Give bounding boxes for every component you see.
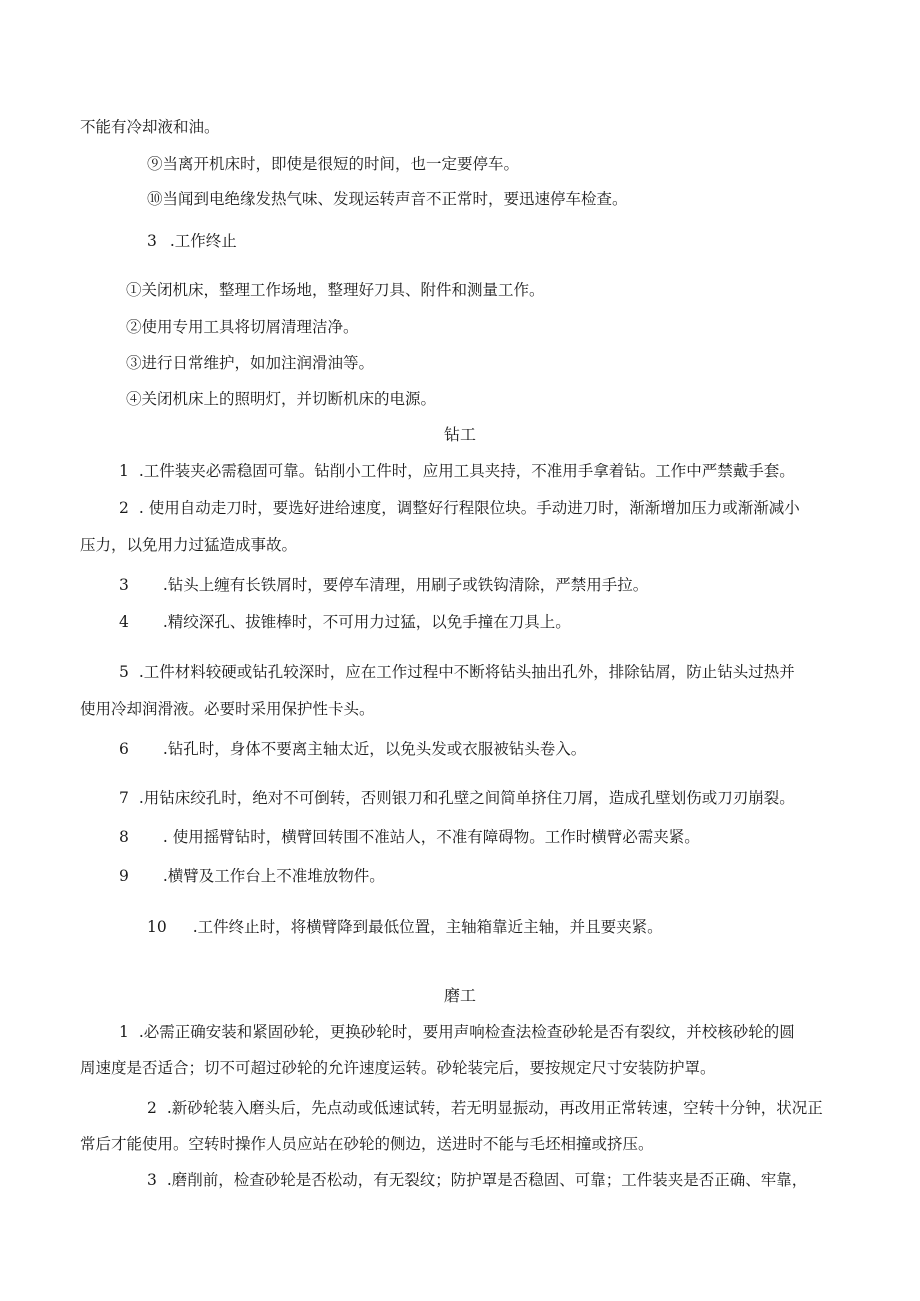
rule-text: .横臂及工作台上不准堆放物件。 (162, 867, 385, 885)
section-number: 3 (147, 232, 157, 250)
rule-item (119, 611, 571, 633)
rule-text: .钻孔时，身体不要离主轴太近，以免头发或衣服被钻头卷入。 (162, 740, 587, 758)
rule-text: .精绞深孔、拔锥棒时，不可用力过猛，以免手撞在刀具上。 (162, 613, 571, 631)
rule-number: 10 (147, 918, 167, 936)
rule-text: .工件装夹必需稳固可靠。钻削小工件时，应用工具夹持，不准用手拿着钻。工作中严禁戴手套。 (138, 462, 795, 480)
rule-text-continuation: 常后才能使用。空转时操作人员应站在砂轮的侧边，送进时不能与毛坯相撞或挤压。 (80, 1135, 654, 1153)
rule-item (147, 916, 663, 938)
rule-text: .工件材料较硬或钻孔较深时，应在工作过程中不断将钻头抽出孔外，排除钻屑，防止钻头过热并 (138, 663, 795, 681)
rule-number: 1 (119, 1023, 129, 1041)
list-item-10: ⑩当闻到电绝缘发热气味、发现运转声音不正常时，要迅速停车检查。 (147, 190, 628, 208)
rule-text: .用钻床绞孔时，绝对不可倒转，否则银刀和孔壁之间简单挤住刀屑，造成孔壁划伤或刀刃崩裂。 (138, 789, 795, 807)
rule-text: .磨削前，检查砂轮是否松动，有无裂纹；防护罩是否稳固、可靠；工件装夹是否正确、牢靠， (166, 1171, 808, 1189)
rule-text: . 使用自动走刀时，要选好进给速度，调整好行程限位块。手动进刀时，渐渐增加压力或渐渐减小 (138, 499, 800, 517)
rule-item (119, 787, 795, 809)
rule-number: 2 (119, 499, 129, 517)
rule-item (119, 661, 795, 683)
rule-item (119, 574, 648, 596)
rule-number: 1 (119, 462, 129, 480)
rule-text-continuation: 周速度是否适合；切不可超过砂轮的允许速度运转。砂轮装完后，要按规定尺寸安装防护罩。 (80, 1059, 716, 1077)
list-item: ①关闭机床，整理工作场地，整理好刀具、附件和测量工作。 (126, 281, 545, 299)
section-3-heading (147, 230, 237, 252)
section-title: .工作终止 (169, 232, 237, 250)
rule-number: 2 (147, 1099, 157, 1117)
rule-item (147, 1097, 823, 1119)
list-item-9: ⑨当离开机床时，即使是很短的时间，也一定要停车。 (147, 155, 520, 173)
rule-number: 9 (119, 867, 129, 885)
rule-number: 7 (119, 789, 129, 807)
rule-number: 8 (119, 828, 129, 846)
rule-number: 6 (119, 740, 129, 758)
rule-item (119, 460, 795, 482)
rule-number: 3 (147, 1171, 157, 1189)
rule-text: .新砂轮装入磨头后，先点动或低速试转，若无明显振动，再改用正常转速，空转十分钟，状况正 (166, 1099, 823, 1117)
rule-item (119, 497, 800, 519)
rule-text-continuation: 使用冷却润滑液。必要时采用保护性卡头。 (80, 700, 375, 718)
rule-number: 4 (119, 613, 129, 631)
rule-text: . 使用摇臂钻时，横臂回转围不准站人，不准有障碍物。工作时横臂必需夹紧。 (162, 828, 700, 846)
rule-number: 3 (119, 576, 129, 594)
rule-text: .工件终止时，将横臂降到最低位置，主轴箱靠近主轴，并且要夹紧。 (192, 918, 663, 936)
rule-item (147, 1169, 807, 1191)
rule-item (119, 826, 700, 848)
section-heading-grind: 磨工 (443, 986, 476, 1005)
section-heading-drill: 钻工 (443, 425, 476, 444)
paragraph-continuation: 不能有冷却液和油。 (80, 118, 220, 136)
rule-text: .钻头上缠有长铁屑时，要停车清理，用刷子或铁钩清除，严禁用手拉。 (162, 576, 649, 594)
rule-item (119, 865, 385, 887)
rule-item (119, 1021, 795, 1043)
rule-text-continuation: 压力，以免用力过猛造成事故。 (80, 536, 298, 554)
rule-number: 5 (119, 663, 129, 681)
list-item: ③进行日常维护，如加注润滑油等。 (126, 354, 375, 372)
list-item: ④关闭机床上的照明灯，并切断机床的电源。 (126, 390, 437, 408)
rule-item (119, 738, 586, 760)
list-item: ②使用专用工具将切屑清理洁净。 (126, 318, 359, 336)
rule-text: .必需正确安装和紧固砂轮，更换砂轮时，要用声响检查法检查砂轮是否有裂纹，并校核砂轮的圆 (138, 1023, 795, 1041)
